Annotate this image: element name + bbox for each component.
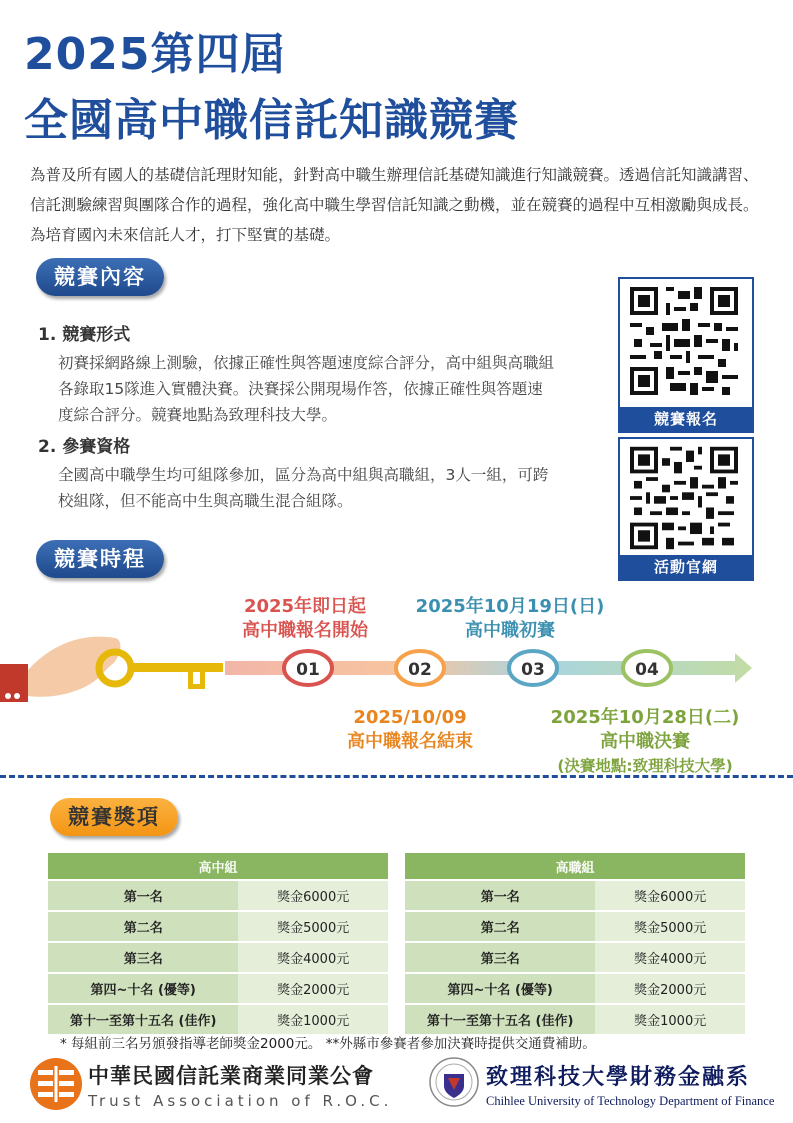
- timeline-step-4-date: 2025年10月28日(二): [550, 707, 740, 728]
- prize-cell: 獎金4000元: [238, 942, 388, 973]
- hand-shape: [28, 637, 120, 697]
- rank-cell: 第二名: [48, 911, 238, 942]
- prize-cell: 獎金1000元: [595, 1004, 745, 1034]
- table-row: [405, 973, 745, 1004]
- org-name-zh: 中華民國信託業商業同業公會: [88, 1064, 374, 1088]
- prize-cell: 獎金4000元: [595, 942, 745, 973]
- prize-cell: 獎金6000元: [595, 880, 745, 911]
- timeline-marker-3-num: 03: [521, 660, 545, 680]
- section-badge-prizes: 競賽獎項: [50, 798, 178, 836]
- timeline-step-2-desc: 高中職報名結束: [347, 731, 473, 752]
- prize-cell: 獎金2000元: [238, 973, 388, 1004]
- university-name-en: Chihlee University of Technology Department of Finance: [486, 1094, 775, 1108]
- trust-association-logo-icon: [28, 1056, 84, 1112]
- timeline-step-1-desc: 高中職報名開始: [242, 620, 368, 641]
- prize-table-vocational: [405, 853, 745, 1034]
- rank-cell: 第十一至第十五名 (佳作): [48, 1004, 238, 1034]
- prize-table-header: 高職組: [405, 853, 745, 880]
- title-line-2: 全國高中職信託知識競賽: [24, 95, 519, 146]
- timeline-marker-1: [284, 651, 332, 685]
- timeline-step-2-date: 2025/10/09: [353, 707, 467, 728]
- title-line-1: 2025第四屆: [24, 29, 286, 80]
- section-badge-content: 競賽內容: [36, 258, 164, 296]
- timeline-marker-3: [509, 651, 557, 685]
- prize-cell: 獎金5000元: [595, 911, 745, 942]
- content-item-1-text: 初賽採網路線上測驗，依據正確性與答題速度綜合評分，高中組與高職組各錄取15隊進入實體決賽。決賽採公開現場作答，依據正確性與答題速度綜合評分。競賽地點為致理科技大學。: [58, 354, 555, 424]
- table-row: [405, 880, 745, 911]
- hand-with-key-illustration: [0, 637, 223, 702]
- prize-cell: 獎金2000元: [595, 973, 745, 1004]
- table-row: [405, 1004, 745, 1034]
- rank-cell: 第四~十名 (優等): [48, 973, 238, 1004]
- prize-table-high-school: [48, 853, 388, 1034]
- prize-table-header: 高中組: [48, 853, 388, 880]
- qr-register-card[interactable]: [618, 277, 754, 433]
- timeline-marker-1-num: 01: [296, 660, 320, 680]
- rank-cell: 第三名: [48, 942, 238, 973]
- intro-paragraph: 為普及所有國人的基礎信託理財知能，針對高中職生辦理信託基礎知識進行知識競賽。透過信託知識講習、信託測驗練習與團隊合作的過程，強化高中職生學習信託知識之動機，並在競賽的過程中互相激勵與成長。為培育國內未來信託人才，打下堅實的基礎。: [30, 166, 759, 244]
- timeline-marker-2-num: 02: [408, 660, 432, 680]
- dashed-divider: [0, 775, 793, 778]
- rank-cell: 第二名: [405, 911, 595, 942]
- qr-code-icon: [626, 443, 742, 553]
- timeline-marker-2: [396, 651, 444, 685]
- timeline-step-4-location: (決賽地點:致理科技大學): [557, 757, 733, 775]
- table-row: [48, 973, 388, 1004]
- table-row: [405, 942, 745, 973]
- content-item-2-text: 全國高中職學生均可組隊參加，區分為高中組與高職組，3人一組，可跨校組隊，但不能高中生與高職生混合組隊。: [58, 466, 549, 510]
- sleeve-shape: [0, 664, 28, 702]
- qr-website-card[interactable]: [618, 437, 754, 581]
- timeline-marker-4: [623, 651, 671, 685]
- timeline-marker-4-num: 04: [635, 660, 659, 680]
- table-row: [48, 880, 388, 911]
- table-row: [48, 911, 388, 942]
- timeline-step-4-text: [520, 706, 770, 778]
- prize-cell: 獎金1000元: [238, 1004, 388, 1034]
- rank-cell: 第一名: [48, 880, 238, 911]
- prize-cell: 獎金5000元: [238, 911, 388, 942]
- qr-code-icon: [626, 283, 742, 399]
- timeline-graphic: [0, 626, 793, 706]
- content-item-2-title: 2. 參賽資格: [38, 437, 131, 457]
- prize-note: * 每組前三名另頒發指導老師獎金2000元。 **外縣市參賽者參加決賽時提供交通費補助。: [60, 1036, 596, 1052]
- key-shaft-shape: [128, 663, 223, 672]
- timeline-step-2-text: [320, 706, 500, 754]
- org-name-en: Trust Association of R.O.C.: [88, 1092, 393, 1110]
- rank-cell: 第一名: [405, 880, 595, 911]
- timeline-step-4-desc: 高中職決賽: [600, 731, 690, 752]
- qr-website-label: 活動官網: [620, 555, 752, 579]
- timeline-step-1-date: 2025年即日起: [243, 596, 367, 617]
- timeline-step-3-date: 2025年10月19日(日): [415, 596, 605, 617]
- prize-cell: 獎金6000元: [238, 880, 388, 911]
- table-row: [48, 1004, 388, 1034]
- table-row: [48, 942, 388, 973]
- timeline-step-3-desc: 高中職初賽: [465, 620, 555, 641]
- qr-register-label: 競賽報名: [620, 407, 752, 431]
- rank-cell: 第十一至第十五名 (佳作): [405, 1004, 595, 1034]
- chihlee-university-logo-icon: [428, 1052, 480, 1112]
- rank-cell: 第三名: [405, 942, 595, 973]
- content-item-1-title: 1. 競賽形式: [38, 325, 131, 345]
- section-badge-schedule: 競賽時程: [36, 540, 164, 578]
- rank-cell: 第四~十名 (優等): [405, 973, 595, 1004]
- table-row: [405, 911, 745, 942]
- university-name-zh: 致理科技大學財務金融系: [486, 1064, 751, 1090]
